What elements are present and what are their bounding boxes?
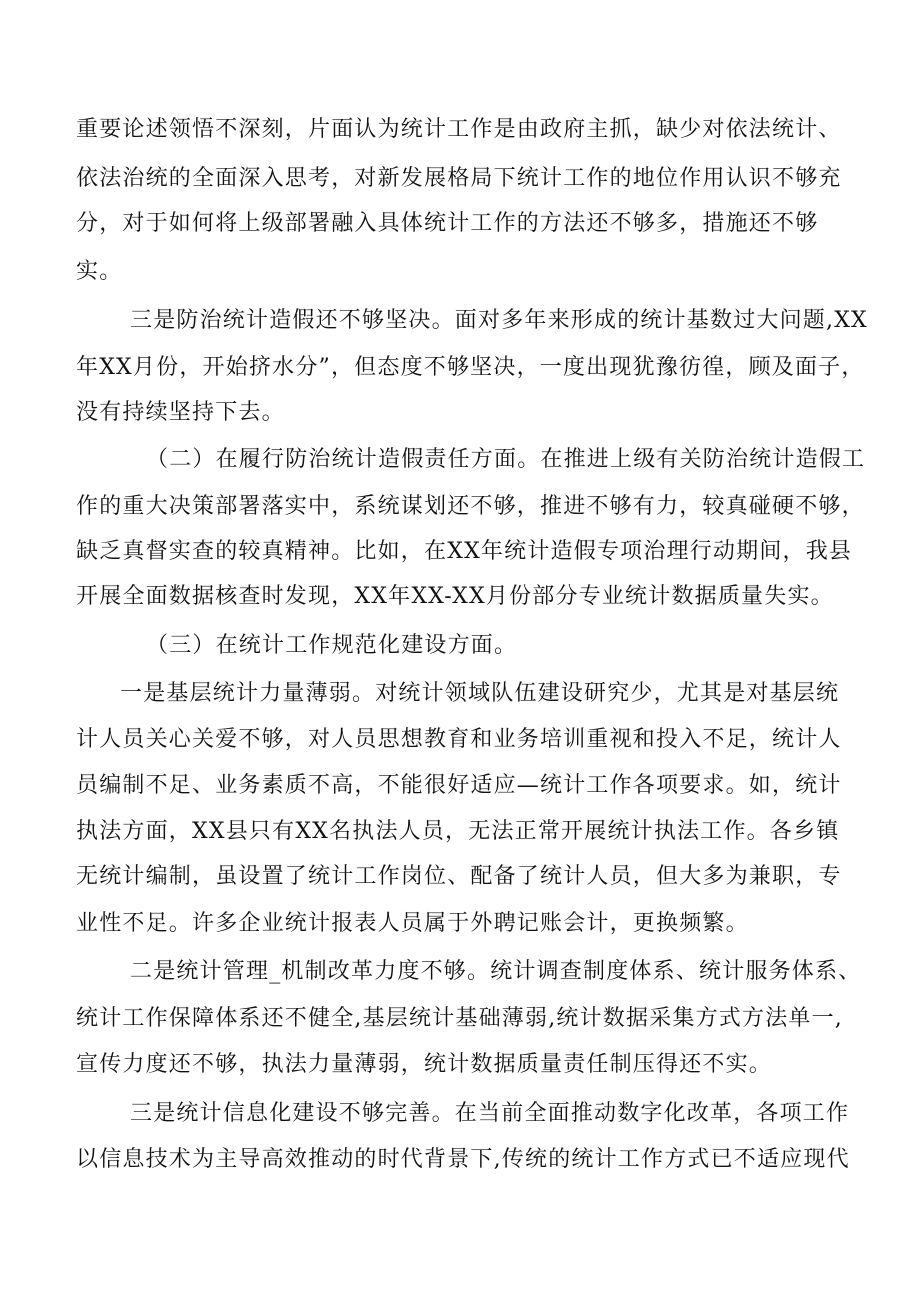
text-line-11: 开展全面数据核查时发现，XX年XX-XX月份部分专业统计数据质量失实。 xyxy=(76,584,834,609)
text-line-18: 业性不足。许多企业统计报表人员属于外聘记账会计，更换频繁。 xyxy=(76,911,749,936)
text-line-6: 年XX月份，开始挤水分”，但态度不够坚决，一度出现犹豫彷徨，顾及面子， xyxy=(76,355,865,380)
text-line-22: 三是统计信息化建设不够完善。在当前全面推动数字化改革，各项工作 xyxy=(130,1101,850,1126)
text-line-17: 无统计编制，虽设置了统计工作岗位、配备了统计人员，但大多为兼职，专 xyxy=(76,864,842,889)
text-line-14: 计人员关心关爱不够，对人员思想教育和业务培训重视和投入不足，统计人 xyxy=(76,727,842,752)
text-line-2: 依法治统的全面深入思考，对新发展格局下统计工作的地位作用认识不够充 xyxy=(76,166,842,191)
text-line-1: 重要论述领悟不深刻，片面认为统计工作是由政府主抓，缺少对依法统计、 xyxy=(76,117,842,142)
text-line-19: 二是统计管理_机制改革力度不够。统计调查制度体系、统计服务体系、 xyxy=(130,959,862,984)
text-line-12: （三）在统计工作规范化建设方面。 xyxy=(146,633,518,658)
text-line-8: （二）在履行防治统计造假责任方面。在推进上级有关防治统计造假工 xyxy=(146,447,866,472)
text-line-16: 执法方面，XX县只有XX名执法人员，无法正常开展统计执法工作。各乡镇 xyxy=(76,819,840,844)
text-line-5: 三是防治统计造假还不够坚决。面对多年来形成的统计基数过大问题,XX xyxy=(130,308,868,333)
text-line-4: 实。 xyxy=(76,259,123,284)
text-line-21: 宣传力度还不够，执法力量薄弱，统计数据质量责任制压得还不实。 xyxy=(76,1052,773,1077)
text-line-23: 以信息技术为主导高效推动的时代背景下,传统的统计工作方式已不适应现代 xyxy=(76,1147,850,1172)
text-line-7: 没有持续坚持下去。 xyxy=(76,400,285,425)
text-line-3: 分，对于如何将上级部署融入具体统计工作的方法还不够多，措施还不够 xyxy=(76,211,819,236)
text-line-13: 一是基层统计力量薄弱。对统计领域队伍建设研究少，尤其是对基层统 xyxy=(120,681,840,706)
text-line-10: 缺乏真督实查的较真精神。比如，在XX年统计造假专项治理行动期间，我县 xyxy=(76,539,853,564)
text-line-20: 统计工作保障体系还不健全,基层统计基础薄弱,统计数据采集方式方法单一, xyxy=(76,1006,843,1031)
text-line-9: 作的重大决策部署落实中，系统谋划还不够，推进不够有力，较真碰硬不够， xyxy=(76,494,865,519)
text-line-15: 员编制不足、业务素质不高，不能很好适应—统计工作各项要求。如，统计 xyxy=(76,773,842,798)
